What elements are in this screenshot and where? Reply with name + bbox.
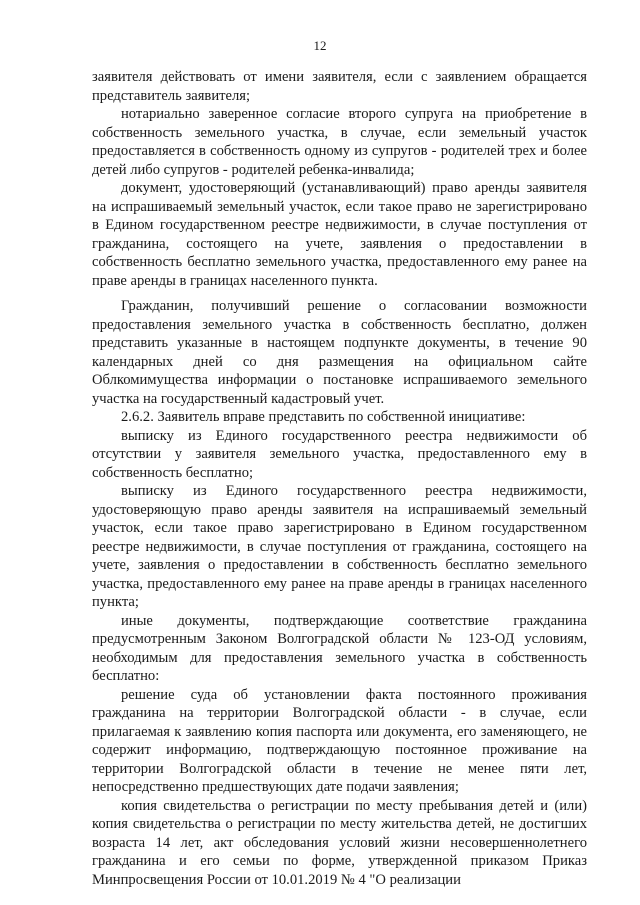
paragraph-citizen-deadline: Гражданин, получивший решение о согласовании возможности предоставления земельного участка в собственность бесплатно, должен представить указанные в настоящем подпункте документы, в течение 90 календарных дней со дня размещения на официальном сайте Облкомимущества информации о постановке испрашиваемого земельного участка на государственный кадастровый учет.: [92, 298, 587, 407]
paragraph-registry-extract-lease: выписку из Единого государственного реестра недвижимости, удостоверяющую право аренды заявителя на испрашиваемый земельный участок, если такое право зарегистрировано в Едином государственном реестре недвижимости, в случае поступления от гражданина, состоящего на учете, заявления о предоставлении в собственность бесплатно земельного участка, предоставленного ему ранее на праве аренды в границах населенного пункта;: [92, 483, 587, 610]
paragraph-section-2-6-2: 2.6.2. Заявитель вправе представить по собственной инициативе:: [121, 409, 526, 425]
document-body: [92, 68, 587, 889]
paragraph-court-decision: решение суда об установлении факта постоянного проживания гражданина на территории Волгоградской области - в случае, если прилагаемая к заявлению копия паспорта или документа, его заменяющего, не содержит информацию, подтверждающую постоянное проживание на территории Волгоградской области в течение не менее пяти лет, непосредственно предшествующих дате подачи заявления;: [92, 686, 587, 795]
paragraph-lease-document: документ, удостоверяющий (устанавливающий) право аренды заявителя на испрашиваемый земельный участок, если такое право не зарегистрировано в Едином государственном реестре недвижимости, в случае поступления от гражданина, состоящего на учете, заявления о предоставлении в собственность бесплатно земельного участка, предоставленного ему ранее на праве аренды в границах населенного пункта.: [92, 180, 587, 289]
paragraph-other-documents: иные документы, подтверждающие соответствие гражданина предусмотренным Законом Волгоградской области № 123-ОД условиям, необходимым для предоставления земельного участка в собственность бесплатно:: [92, 612, 587, 684]
paragraph-spouse-consent: нотариально заверенное согласие второго супруга на приобретение в собственность земельного участка, в случае, если земельный участок предоставляется в собственность одному из супругов - родителей трех и более детей либо супругов - родителей ребенка-инвалида;: [92, 106, 587, 178]
page-number: 12: [313, 38, 327, 53]
paragraph-registration-certificate: копия свидетельства о регистрации по месту пребывания детей и (или) копия свидетельства о регистрации по месту жительства детей, не достигших возраста 14 лет, акт обследования условий жизни несовершеннолетнего гражданина и его семьи по форме, утвержденной приказом Приказ Минпросвещения России от 10.01.2019 № 4 "О реализации: [92, 797, 587, 888]
paragraph-continuation: заявителя действовать от имени заявителя, если с заявлением обращается представитель заявителя;: [92, 69, 587, 104]
paragraph-registry-extract-absence: выписку из Единого государственного реестра недвижимости об отсутствии у заявителя земельного участка, предоставленного ему в собственность бесплатно;: [92, 427, 587, 481]
